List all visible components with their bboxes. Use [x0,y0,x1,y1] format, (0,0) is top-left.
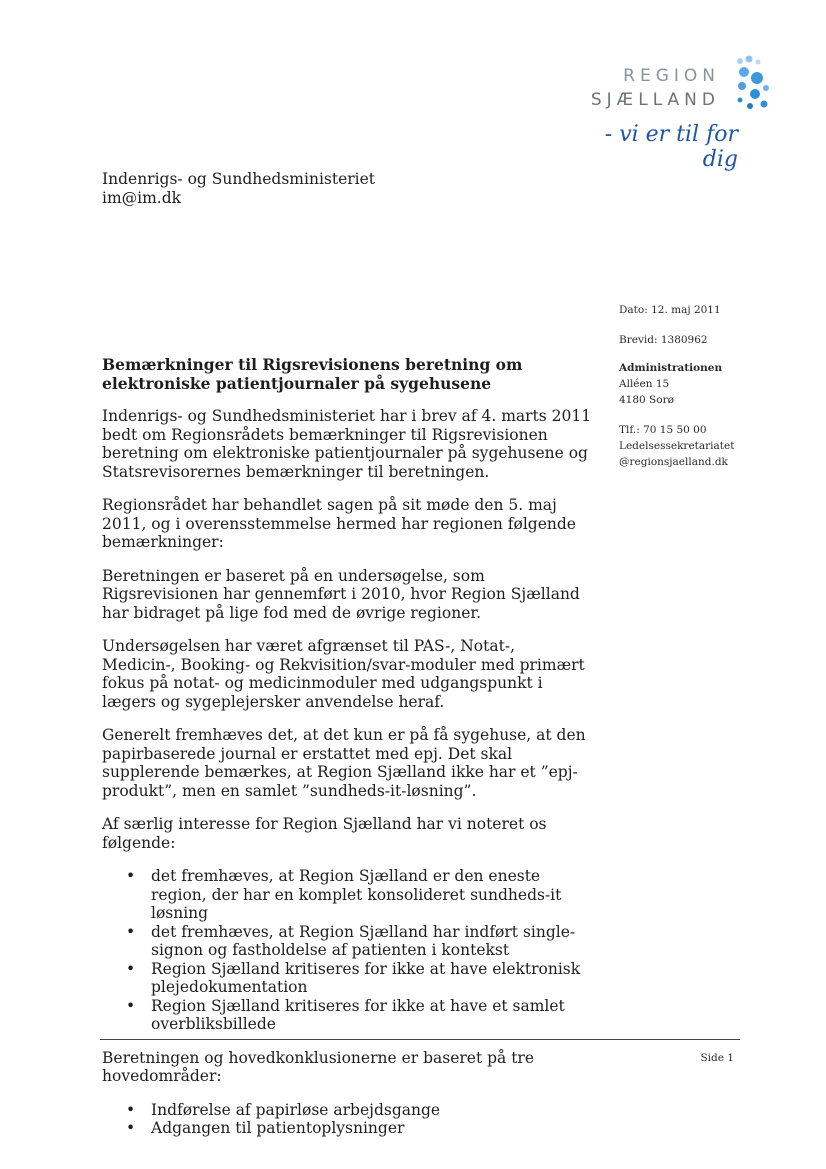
list-item: • Adgangen til patientoplysninger [126,1119,405,1137]
sender-email: @regionsjaelland.dk [619,456,728,468]
sender-department: Administrationen [619,362,723,374]
region-sjaelland-logo [576,52,786,172]
recipient-name: Indenrigs- og Sundhedsministeriet [102,170,376,188]
bullet-icon: • [126,1119,136,1137]
logo-tagline: - vi er til for dig [604,122,738,172]
footer-divider [100,1039,740,1040]
bullet-icon: • [126,922,136,941]
list-item: • det fremhæves, at Region Sjælland er den eneste region, der har en komplet konsolideret sundheds-it løsning [126,867,562,922]
bullet-icon: • [126,959,136,978]
letter-id: Brevid: 1380962 [619,334,708,346]
letter-subject: Bemærkninger til Rigsrevisionens beretning om elektroniske patientjournaler på sygehusene [102,355,523,393]
paragraph: Regionsrådet har behandlet sagen på sit møde den 5. maj 2011, og i overensstemmelse hermed har regionen følgende bemærkninger: [102,496,576,551]
sender-secretariat: Ledelsessekretariatet [619,440,735,452]
list-item: • det fremhæves, at Region Sjælland har indført single-signon og fastholdelse af patienten i kontekst [126,922,576,959]
logo-text-region: REGION [623,66,720,86]
paragraph: Beretningen er baseret på en undersøgelse, som Rigsrevisionen har gennemført i 2010, hvor Region Sjælland har bidraget på lige fod med de øvrige regioner. [102,566,580,622]
sender-city: 4180 Sorø [619,394,674,406]
logo-dots-icon [730,52,780,118]
list-intro: Beretningen og hovedkonklusionerne er baseret på tre hovedområder: [102,1048,535,1085]
logo-text-sjaelland: SJÆLLAND [590,90,720,110]
bullet-icon: • [126,867,136,885]
list-item: • Region Sjælland kritiseres for ikke at have et samlet overbliksbillede [126,996,565,1033]
bullet-list [102,867,592,1034]
bullet-list [102,1101,592,1138]
paragraph: Indenrigs- og Sundhedsministeriet har i brev af 4. marts 2011 bedt om Regionsrådets bemærkninger til Rigsrevisionen beretning om elektroniske patientjournaler på sygehusene og Statsrevisorernes bemærkninger til beretningen. [102,407,592,481]
page-number: Side 1 [700,1052,734,1064]
letter-date: Dato: 12. maj 2011 [619,304,721,316]
paragraph: Undersøgelsen har været afgrænset til PAS-, Notat-, Medicin-, Booking- og Rekvisition/svar-moduler med primært fokus på notat- og medicinmoduler med udgangspunkt i lægers og sygeplejersker anvendelse heraf. [102,637,585,711]
list-intro: Af særlig interesse for Region Sjælland har vi noteret os følgende: [102,815,547,852]
sender-street: Alléen 15 [619,378,670,390]
recipient-block [102,170,375,208]
letter-body [102,356,592,1153]
sender-phone: Tlf.: 70 15 50 00 [619,424,707,436]
bullet-icon: • [126,996,136,1015]
recipient-email: im@im.dk [102,189,182,207]
sender-info [619,302,819,470]
list-item: • Region Sjælland kritiseres for ikke at have elektronisk plejedokumentation [126,959,581,996]
list-item: • Indførelse af papirløse arbejdsgange [126,1100,441,1119]
bullet-icon: • [126,1100,136,1119]
paragraph: Generelt fremhæves det, at det kun er på få sygehuse, at den papirbaserede journal er erstattet med epj. Det skal supplerende bemærkes, at Region Sjælland ikke har et ”epj-produkt”, men en samlet ”sundheds-it-løsning”. [102,726,586,800]
